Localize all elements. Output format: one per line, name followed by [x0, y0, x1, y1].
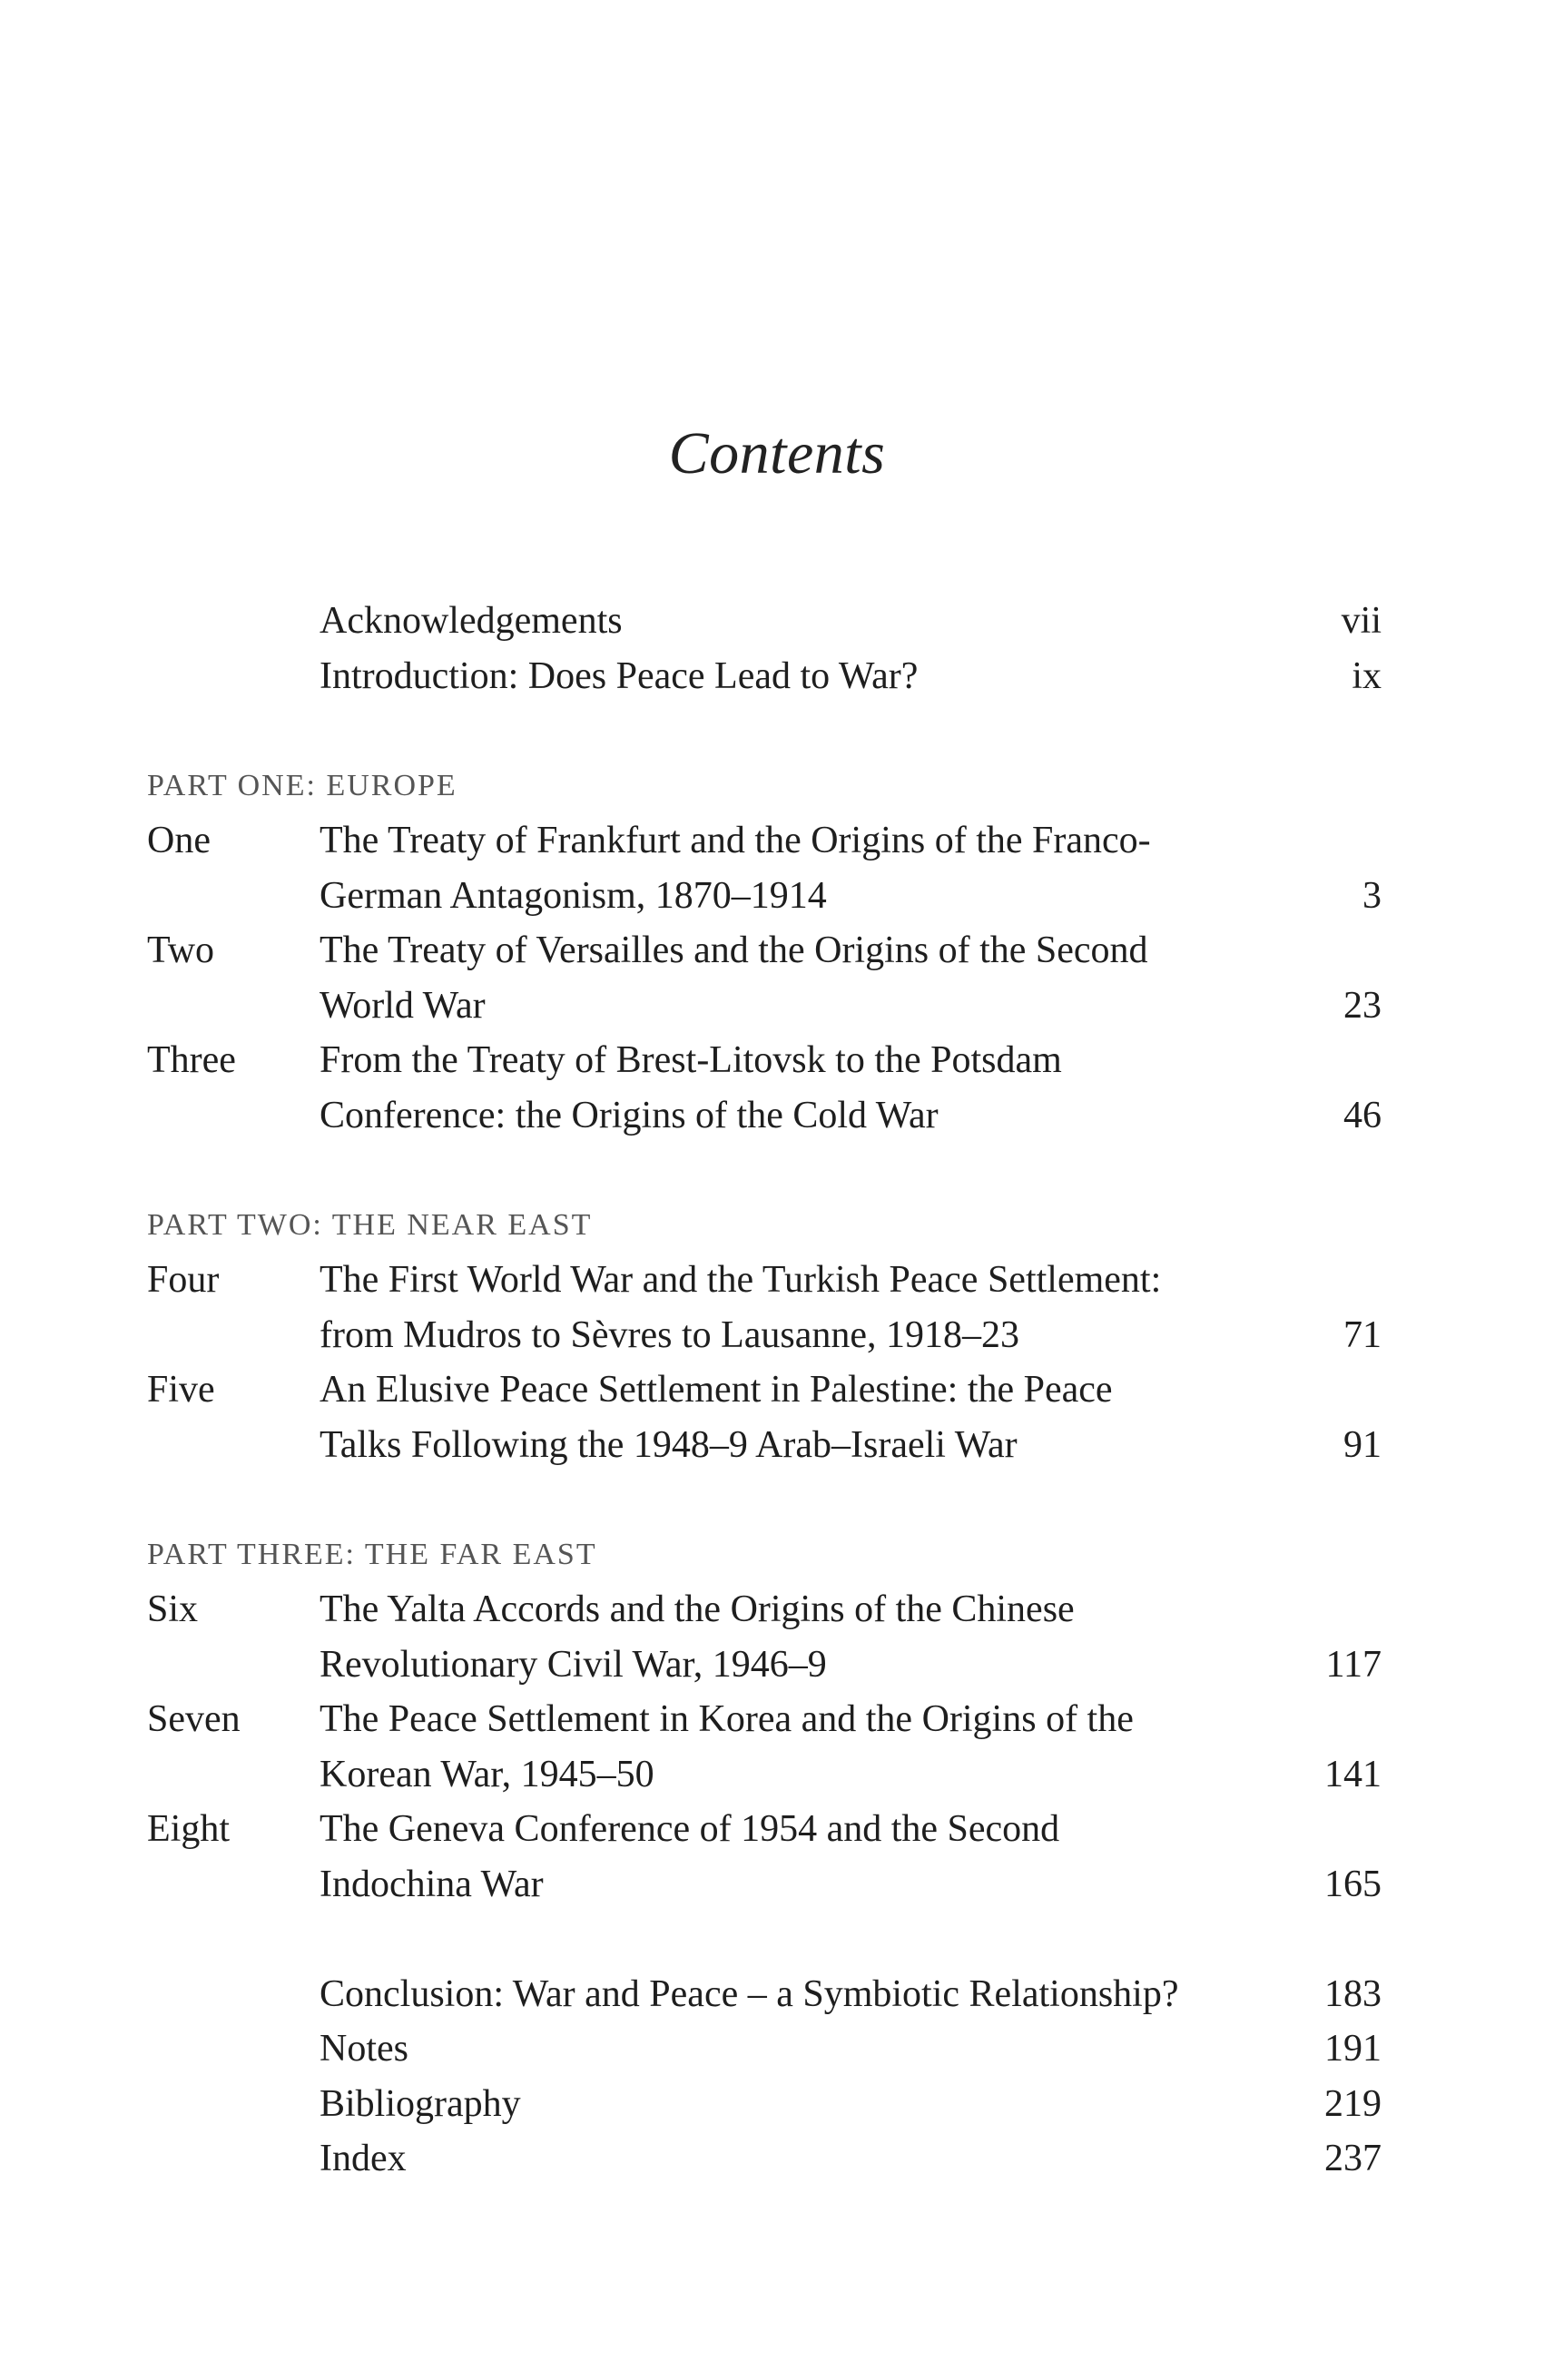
entry-title: Korean War, 1945–50	[320, 1753, 654, 1795]
entry-page: 3	[1362, 874, 1382, 917]
chapter-number: Seven	[147, 1698, 241, 1740]
entry-title: German Antagonism, 1870–1914	[320, 874, 827, 917]
entry-title: Conference: the Origins of the Cold War	[320, 1094, 939, 1136]
chapter-number: Five	[147, 1369, 215, 1411]
entry-page: 46	[1343, 1094, 1382, 1136]
toc-entry-chapter-four-cont[interactable]	[147, 1308, 1382, 1363]
chapter-number: Six	[147, 1588, 199, 1630]
entry-title: The First World War and the Turkish Peace Settlement:	[320, 1259, 1162, 1301]
toc-entry-chapter-two[interactable]	[147, 923, 1382, 979]
entry-title: The Treaty of Versailles and the Origins of the Second	[320, 929, 1148, 971]
chapter-number: One	[147, 820, 211, 861]
part-heading-three: PART THREE: THE FAR EAST	[147, 1537, 597, 1571]
toc-entry-introduction[interactable]	[147, 649, 1382, 704]
entry-title: An Elusive Peace Settlement in Palestine: the Peace	[320, 1369, 1113, 1411]
toc-entry-chapter-five-cont[interactable]	[147, 1418, 1382, 1473]
entry-title: Acknowledgements	[320, 600, 623, 642]
toc-entry-bibliography[interactable]	[147, 2077, 1382, 2132]
toc-entry-chapter-eight[interactable]	[147, 1802, 1382, 1857]
entry-title: The Geneva Conference of 1954 and the Second	[320, 1808, 1060, 1850]
toc-entry-chapter-eight-cont[interactable]	[147, 1857, 1382, 1913]
toc-entry-chapter-four[interactable]	[147, 1253, 1382, 1308]
entry-page: 219	[1324, 2082, 1382, 2125]
toc-entry-acknowledgements[interactable]	[147, 594, 1382, 649]
part-heading-one: PART ONE: EUROPE	[147, 768, 457, 802]
entry-title: Talks Following the 1948–9 Arab–Israeli War	[320, 1423, 1018, 1466]
entry-title: Introduction: Does Peace Lead to War?	[320, 654, 919, 697]
chapter-number: Eight	[147, 1808, 230, 1850]
toc-entry-chapter-three[interactable]	[147, 1033, 1382, 1088]
entry-title: Indochina War	[320, 1863, 544, 1905]
entry-title: The Yalta Accords and the Origins of the Chinese	[320, 1588, 1075, 1630]
part-heading-two: PART TWO: THE NEAR EAST	[147, 1207, 593, 1242]
toc-entry-conclusion[interactable]	[147, 1967, 1382, 2022]
toc-entry-chapter-three-cont[interactable]	[147, 1088, 1382, 1144]
table-of-contents	[147, 594, 1382, 2187]
chapter-number: Two	[147, 929, 215, 971]
toc-entry-index[interactable]	[147, 2131, 1382, 2187]
entry-page: ix	[1352, 654, 1382, 697]
page-title: Contents	[668, 420, 886, 487]
entry-page: 117	[1325, 1643, 1382, 1686]
toc-entry-chapter-six-cont[interactable]	[147, 1637, 1382, 1693]
toc-entry-chapter-seven-cont[interactable]	[147, 1747, 1382, 1803]
toc-entry-chapter-six[interactable]	[147, 1582, 1382, 1637]
entry-page: 71	[1343, 1313, 1382, 1356]
entry-title: The Treaty of Frankfurt and the Origins of the Franco-	[320, 820, 1151, 861]
entry-title: Revolutionary Civil War, 1946–9	[320, 1643, 827, 1686]
entry-title: World War	[320, 984, 486, 1027]
toc-entry-chapter-two-cont[interactable]	[147, 979, 1382, 1034]
entry-title: Index	[320, 2138, 407, 2179]
toc-entry-notes[interactable]	[147, 2021, 1382, 2077]
chapter-number: Four	[147, 1259, 220, 1301]
entry-title: from Mudros to Sèvres to Lausanne, 1918–23	[320, 1313, 1020, 1356]
entry-page: 191	[1324, 2028, 1382, 2070]
entry-title: Bibliography	[320, 2082, 521, 2125]
entry-page: 91	[1343, 1423, 1382, 1466]
toc-entry-chapter-one-cont[interactable]	[147, 869, 1382, 924]
entry-title: The Peace Settlement in Korea and the Origins of the	[320, 1698, 1134, 1740]
entry-page: 183	[1324, 1972, 1382, 2015]
toc-entry-chapter-seven[interactable]	[147, 1692, 1382, 1747]
entry-page: 165	[1324, 1863, 1382, 1905]
entry-title: Conclusion: War and Peace – a Symbiotic Relationship?	[320, 1972, 1179, 2015]
entry-page: 23	[1343, 984, 1382, 1027]
toc-entry-chapter-one[interactable]	[147, 813, 1382, 869]
entry-page: 237	[1324, 2138, 1382, 2179]
entry-title: Notes	[320, 2028, 408, 2070]
chapter-number: Three	[147, 1039, 236, 1081]
entry-title: From the Treaty of Brest-Litovsk to the Potsdam	[320, 1039, 1062, 1081]
entry-page: vii	[1341, 600, 1382, 642]
toc-entry-chapter-five[interactable]	[147, 1362, 1382, 1418]
entry-page: 141	[1324, 1753, 1382, 1795]
